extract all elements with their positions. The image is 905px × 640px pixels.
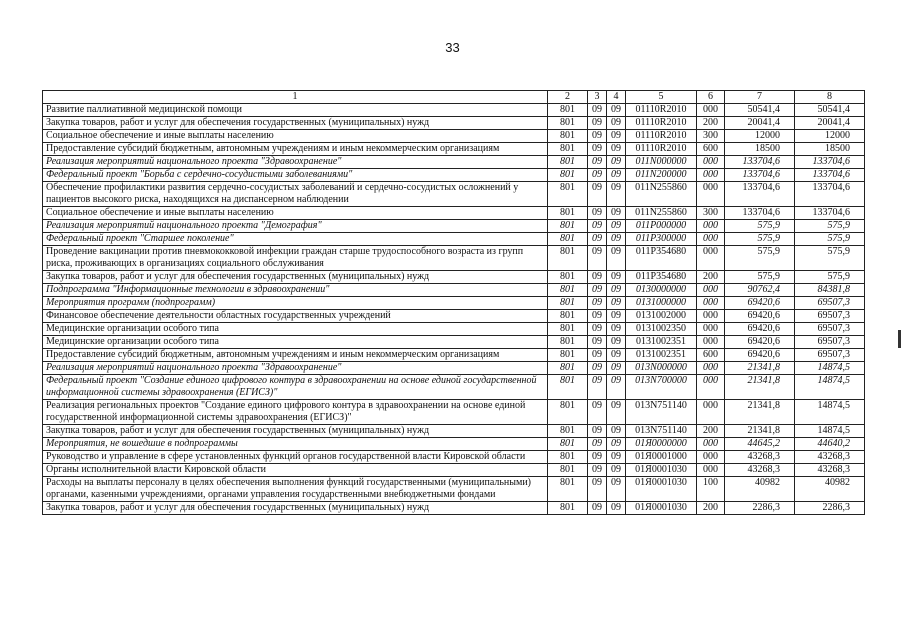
header-cell-2: 2	[548, 91, 588, 104]
row-amount-2-cell: 133704,6	[795, 182, 865, 207]
row-subsection-cell: 09	[607, 169, 626, 182]
row-expense-type-cell: 000	[697, 104, 725, 117]
table-header-row	[43, 91, 865, 104]
header-cell-3: 3	[588, 91, 607, 104]
row-code-cell: 801	[548, 400, 588, 425]
row-section-cell: 09	[588, 207, 607, 220]
row-subsection-cell: 09	[607, 104, 626, 117]
row-name-cell: Предоставление субсидий бюджетным, автономным учреждениям и иным некоммерческим организациям	[43, 349, 548, 362]
row-amount-1-cell: 21341,8	[725, 400, 795, 425]
row-amount-1-cell: 43268,3	[725, 464, 795, 477]
table-row	[43, 220, 865, 233]
header-cell-7: 7	[725, 91, 795, 104]
row-amount-2-cell: 14874,5	[795, 400, 865, 425]
table-row	[43, 502, 865, 515]
row-section-cell: 09	[588, 502, 607, 515]
row-section-cell: 09	[588, 336, 607, 349]
row-amount-2-cell: 40982	[795, 477, 865, 502]
table-row	[43, 477, 865, 502]
table-row	[43, 284, 865, 297]
row-name-cell: Федеральный проект "Борьба с сердечно-сосудистыми заболеваниями"	[43, 169, 548, 182]
row-subsection-cell: 09	[607, 323, 626, 336]
row-amount-1-cell: 18500	[725, 143, 795, 156]
table-row	[43, 310, 865, 323]
row-name-cell: Проведение вакцинации против пневмококковой инфекции граждан старше трудоспособного возраста из групп риска, проживающих в организациях социального обслуживания	[43, 246, 548, 271]
row-target-code-cell: 011P354680	[626, 271, 697, 284]
row-expense-type-cell: 000	[697, 182, 725, 207]
row-section-cell: 09	[588, 156, 607, 169]
row-name-cell: Медицинские организации особого типа	[43, 336, 548, 349]
row-amount-2-cell: 50541,4	[795, 104, 865, 117]
row-amount-1-cell: 12000	[725, 130, 795, 143]
row-section-cell: 09	[588, 182, 607, 207]
table-row	[43, 156, 865, 169]
row-name-cell: Федеральный проект "Создание единого цифрового контура в здравоохранении на основе единой государственной информационной системы здравоохранения (ЕГИСЗ)"	[43, 375, 548, 400]
row-name-cell: Развитие паллиативной медицинской помощи	[43, 104, 548, 117]
row-subsection-cell: 09	[607, 182, 626, 207]
row-code-cell: 801	[548, 143, 588, 156]
row-section-cell: 09	[588, 233, 607, 246]
row-name-cell: Социальное обеспечение и иные выплаты населению	[43, 130, 548, 143]
row-amount-2-cell: 43268,3	[795, 451, 865, 464]
table-row	[43, 451, 865, 464]
row-code-cell: 801	[548, 438, 588, 451]
row-amount-1-cell: 21341,8	[725, 425, 795, 438]
row-name-cell: Закупка товаров, работ и услуг для обеспечения государственных (муниципальных) нужд	[43, 502, 548, 515]
row-subsection-cell: 09	[607, 310, 626, 323]
table-row	[43, 246, 865, 271]
table-row	[43, 425, 865, 438]
row-code-cell: 801	[548, 323, 588, 336]
row-code-cell: 801	[548, 425, 588, 438]
row-amount-1-cell: 133704,6	[725, 182, 795, 207]
row-code-cell: 801	[548, 349, 588, 362]
row-amount-1-cell: 43268,3	[725, 451, 795, 464]
row-expense-type-cell: 000	[697, 284, 725, 297]
row-target-code-cell: 01110R2010	[626, 104, 697, 117]
row-code-cell: 801	[548, 451, 588, 464]
row-code-cell: 801	[548, 464, 588, 477]
row-code-cell: 801	[548, 169, 588, 182]
row-amount-2-cell: 44640,2	[795, 438, 865, 451]
row-amount-1-cell: 133704,6	[725, 207, 795, 220]
row-section-cell: 09	[588, 464, 607, 477]
row-subsection-cell: 09	[607, 438, 626, 451]
row-amount-1-cell: 69420,6	[725, 310, 795, 323]
table-row	[43, 169, 865, 182]
row-section-cell: 09	[588, 271, 607, 284]
row-target-code-cell: 013N000000	[626, 362, 697, 375]
row-name-cell: Реализация мероприятий национального проекта "Здравоохранение"	[43, 156, 548, 169]
row-amount-1-cell: 44645,2	[725, 438, 795, 451]
row-expense-type-cell: 200	[697, 425, 725, 438]
row-code-cell: 801	[548, 233, 588, 246]
row-amount-1-cell: 69420,6	[725, 297, 795, 310]
row-target-code-cell: 0131002000	[626, 310, 697, 323]
table-row	[43, 182, 865, 207]
row-expense-type-cell: 000	[697, 156, 725, 169]
row-subsection-cell: 09	[607, 425, 626, 438]
row-expense-type-cell: 000	[697, 336, 725, 349]
table-row	[43, 438, 865, 451]
row-amount-1-cell: 50541,4	[725, 104, 795, 117]
row-expense-type-cell: 000	[697, 246, 725, 271]
row-section-cell: 09	[588, 117, 607, 130]
row-amount-1-cell: 133704,6	[725, 169, 795, 182]
table-row	[43, 104, 865, 117]
row-code-cell: 801	[548, 271, 588, 284]
row-amount-1-cell: 40982	[725, 477, 795, 502]
table-row	[43, 233, 865, 246]
row-target-code-cell: 01Я0001030	[626, 464, 697, 477]
row-name-cell: Предоставление субсидий бюджетным, автономным учреждениям и иным некоммерческим организациям	[43, 143, 548, 156]
row-target-code-cell: 01110R2010	[626, 130, 697, 143]
row-amount-2-cell: 12000	[795, 130, 865, 143]
table-row	[43, 464, 865, 477]
scan-edge-mark	[898, 330, 901, 348]
row-name-cell: Социальное обеспечение и иные выплаты населению	[43, 207, 548, 220]
row-amount-1-cell: 21341,8	[725, 362, 795, 375]
row-subsection-cell: 09	[607, 284, 626, 297]
row-name-cell: Закупка товаров, работ и услуг для обеспечения государственных (муниципальных) нужд	[43, 271, 548, 284]
row-amount-2-cell: 69507,3	[795, 310, 865, 323]
row-section-cell: 09	[588, 169, 607, 182]
row-name-cell: Расходы на выплаты персоналу в целях обеспечения выполнения функций государственными (муниципальными) органами, казенными учреждениями, органами управления государственными внебюджетными фондами	[43, 477, 548, 502]
row-subsection-cell: 09	[607, 362, 626, 375]
row-expense-type-cell: 300	[697, 130, 725, 143]
row-subsection-cell: 09	[607, 349, 626, 362]
row-amount-2-cell: 69507,3	[795, 323, 865, 336]
row-target-code-cell: 01Я0001030	[626, 502, 697, 515]
row-target-code-cell: 01110R2010	[626, 143, 697, 156]
row-target-code-cell: 011P000000	[626, 220, 697, 233]
row-amount-1-cell: 575,9	[725, 271, 795, 284]
row-code-cell: 801	[548, 156, 588, 169]
row-subsection-cell: 09	[607, 464, 626, 477]
row-name-cell: Мероприятия программ (подпрограмм)	[43, 297, 548, 310]
row-amount-2-cell: 14874,5	[795, 425, 865, 438]
row-expense-type-cell: 000	[697, 362, 725, 375]
row-subsection-cell: 09	[607, 233, 626, 246]
table-row	[43, 349, 865, 362]
row-section-cell: 09	[588, 438, 607, 451]
row-name-cell: Финансовое обеспечение деятельности областных государственных учреждений	[43, 310, 548, 323]
row-expense-type-cell: 000	[697, 451, 725, 464]
row-amount-2-cell: 133704,6	[795, 169, 865, 182]
row-code-cell: 801	[548, 117, 588, 130]
header-cell-5: 5	[626, 91, 697, 104]
row-amount-1-cell: 90762,4	[725, 284, 795, 297]
row-amount-2-cell: 69507,3	[795, 336, 865, 349]
row-subsection-cell: 09	[607, 477, 626, 502]
row-expense-type-cell: 600	[697, 349, 725, 362]
row-name-cell: Обеспечение профилактики развития сердечно-сосудистых заболеваний и сердечно-сосудистых осложнений у пациентов высокого риска, находящихся на диспансерном наблюдении	[43, 182, 548, 207]
table-row	[43, 143, 865, 156]
row-amount-2-cell: 575,9	[795, 233, 865, 246]
row-section-cell: 09	[588, 310, 607, 323]
row-amount-1-cell: 575,9	[725, 246, 795, 271]
row-code-cell: 801	[548, 207, 588, 220]
row-section-cell: 09	[588, 349, 607, 362]
row-name-cell: Закупка товаров, работ и услуг для обеспечения государственных (муниципальных) нужд	[43, 425, 548, 438]
row-section-cell: 09	[588, 130, 607, 143]
row-section-cell: 09	[588, 246, 607, 271]
row-target-code-cell: 011N255860	[626, 182, 697, 207]
header-cell-8: 8	[795, 91, 865, 104]
row-code-cell: 801	[548, 310, 588, 323]
row-amount-2-cell: 14874,5	[795, 375, 865, 400]
row-subsection-cell: 09	[607, 271, 626, 284]
row-subsection-cell: 09	[607, 130, 626, 143]
row-section-cell: 09	[588, 477, 607, 502]
table-row	[43, 297, 865, 310]
row-target-code-cell: 0131002351	[626, 336, 697, 349]
row-section-cell: 09	[588, 451, 607, 464]
row-section-cell: 09	[588, 220, 607, 233]
row-code-cell: 801	[548, 336, 588, 349]
row-target-code-cell: 011P300000	[626, 233, 697, 246]
row-expense-type-cell: 000	[697, 310, 725, 323]
row-code-cell: 801	[548, 502, 588, 515]
table-row	[43, 336, 865, 349]
row-name-cell: Мероприятия, не вошедшие в подпрограммы	[43, 438, 548, 451]
row-subsection-cell: 09	[607, 336, 626, 349]
row-code-cell: 801	[548, 284, 588, 297]
row-expense-type-cell: 000	[697, 233, 725, 246]
row-code-cell: 801	[548, 297, 588, 310]
row-amount-2-cell: 2286,3	[795, 502, 865, 515]
row-section-cell: 09	[588, 425, 607, 438]
table-row	[43, 271, 865, 284]
row-amount-1-cell: 69420,6	[725, 349, 795, 362]
row-name-cell: Реализация мероприятий национального проекта "Здравоохранение"	[43, 362, 548, 375]
row-name-cell: Медицинские организации особого типа	[43, 323, 548, 336]
row-name-cell: Органы исполнительной власти Кировской области	[43, 464, 548, 477]
row-subsection-cell: 09	[607, 117, 626, 130]
row-expense-type-cell: 000	[697, 297, 725, 310]
row-amount-1-cell: 575,9	[725, 220, 795, 233]
row-subsection-cell: 09	[607, 297, 626, 310]
row-target-code-cell: 011P354680	[626, 246, 697, 271]
row-target-code-cell: 01110R2010	[626, 117, 697, 130]
row-subsection-cell: 09	[607, 207, 626, 220]
row-name-cell: Реализация мероприятий национального проекта "Демография"	[43, 220, 548, 233]
row-amount-2-cell: 575,9	[795, 220, 865, 233]
row-name-cell: Руководство и управление в сфере установленных функций органов государственной власти Кировской области	[43, 451, 548, 464]
row-subsection-cell: 09	[607, 400, 626, 425]
row-target-code-cell: 013N700000	[626, 375, 697, 400]
row-amount-2-cell: 43268,3	[795, 464, 865, 477]
page-number: 33	[445, 40, 460, 55]
header-cell-6: 6	[697, 91, 725, 104]
row-name-cell: Федеральный проект "Старшее поколение"	[43, 233, 548, 246]
row-amount-2-cell: 575,9	[795, 246, 865, 271]
row-section-cell: 09	[588, 362, 607, 375]
row-target-code-cell: 01Я0001000	[626, 451, 697, 464]
row-target-code-cell: 01Я0000000	[626, 438, 697, 451]
row-target-code-cell: 0130000000	[626, 284, 697, 297]
row-subsection-cell: 09	[607, 502, 626, 515]
row-expense-type-cell: 300	[697, 207, 725, 220]
header-cell-4: 4	[607, 91, 626, 104]
row-target-code-cell: 011N255860	[626, 207, 697, 220]
row-subsection-cell: 09	[607, 246, 626, 271]
row-expense-type-cell: 000	[697, 400, 725, 425]
table-row	[43, 117, 865, 130]
row-expense-type-cell: 000	[697, 169, 725, 182]
row-amount-2-cell: 20041,4	[795, 117, 865, 130]
row-target-code-cell: 011N200000	[626, 169, 697, 182]
row-amount-2-cell: 575,9	[795, 271, 865, 284]
row-code-cell: 801	[548, 375, 588, 400]
budget-table	[42, 90, 865, 515]
header-cell-1: 1	[43, 91, 548, 104]
row-amount-1-cell: 575,9	[725, 233, 795, 246]
row-expense-type-cell: 200	[697, 271, 725, 284]
row-code-cell: 801	[548, 362, 588, 375]
row-amount-1-cell: 21341,8	[725, 375, 795, 400]
row-code-cell: 801	[548, 220, 588, 233]
row-section-cell: 09	[588, 323, 607, 336]
row-target-code-cell: 0131002351	[626, 349, 697, 362]
row-section-cell: 09	[588, 284, 607, 297]
row-subsection-cell: 09	[607, 156, 626, 169]
row-amount-1-cell: 69420,6	[725, 336, 795, 349]
row-code-cell: 801	[548, 477, 588, 502]
row-target-code-cell: 0131002350	[626, 323, 697, 336]
row-expense-type-cell: 000	[697, 323, 725, 336]
row-expense-type-cell: 000	[697, 220, 725, 233]
row-amount-2-cell: 18500	[795, 143, 865, 156]
row-expense-type-cell: 600	[697, 143, 725, 156]
row-amount-2-cell: 69507,3	[795, 297, 865, 310]
row-amount-2-cell: 133704,6	[795, 207, 865, 220]
row-subsection-cell: 09	[607, 375, 626, 400]
table-row	[43, 375, 865, 400]
row-code-cell: 801	[548, 130, 588, 143]
table-row	[43, 400, 865, 425]
row-expense-type-cell: 200	[697, 502, 725, 515]
row-expense-type-cell: 100	[697, 477, 725, 502]
row-subsection-cell: 09	[607, 143, 626, 156]
table-row	[43, 130, 865, 143]
row-section-cell: 09	[588, 375, 607, 400]
row-code-cell: 801	[548, 246, 588, 271]
row-expense-type-cell: 000	[697, 375, 725, 400]
row-target-code-cell: 013N751140	[626, 400, 697, 425]
row-target-code-cell: 01Я0001030	[626, 477, 697, 502]
row-amount-1-cell: 133704,6	[725, 156, 795, 169]
row-name-cell: Закупка товаров, работ и услуг для обеспечения государственных (муниципальных) нужд	[43, 117, 548, 130]
row-target-code-cell: 0131000000	[626, 297, 697, 310]
row-subsection-cell: 09	[607, 220, 626, 233]
row-target-code-cell: 013N751140	[626, 425, 697, 438]
row-amount-1-cell: 20041,4	[725, 117, 795, 130]
table-row	[43, 362, 865, 375]
row-code-cell: 801	[548, 182, 588, 207]
row-target-code-cell: 011N000000	[626, 156, 697, 169]
row-section-cell: 09	[588, 400, 607, 425]
row-name-cell: Реализация региональных проектов "Создание единого цифрового контура в здравоохранении на основе единой государственной информационной системы здравоохранения (ЕГИСЗ)"	[43, 400, 548, 425]
row-code-cell: 801	[548, 104, 588, 117]
row-expense-type-cell: 000	[697, 438, 725, 451]
row-amount-2-cell: 69507,3	[795, 349, 865, 362]
row-section-cell: 09	[588, 143, 607, 156]
row-section-cell: 09	[588, 104, 607, 117]
row-subsection-cell: 09	[607, 451, 626, 464]
row-expense-type-cell: 200	[697, 117, 725, 130]
row-section-cell: 09	[588, 297, 607, 310]
row-amount-2-cell: 84381,8	[795, 284, 865, 297]
row-expense-type-cell: 000	[697, 464, 725, 477]
row-amount-2-cell: 14874,5	[795, 362, 865, 375]
row-amount-2-cell: 133704,6	[795, 156, 865, 169]
row-amount-1-cell: 69420,6	[725, 323, 795, 336]
table-row	[43, 323, 865, 336]
row-amount-1-cell: 2286,3	[725, 502, 795, 515]
row-name-cell: Подпрограмма "Информационные технологии в здравоохранении"	[43, 284, 548, 297]
table-row	[43, 207, 865, 220]
